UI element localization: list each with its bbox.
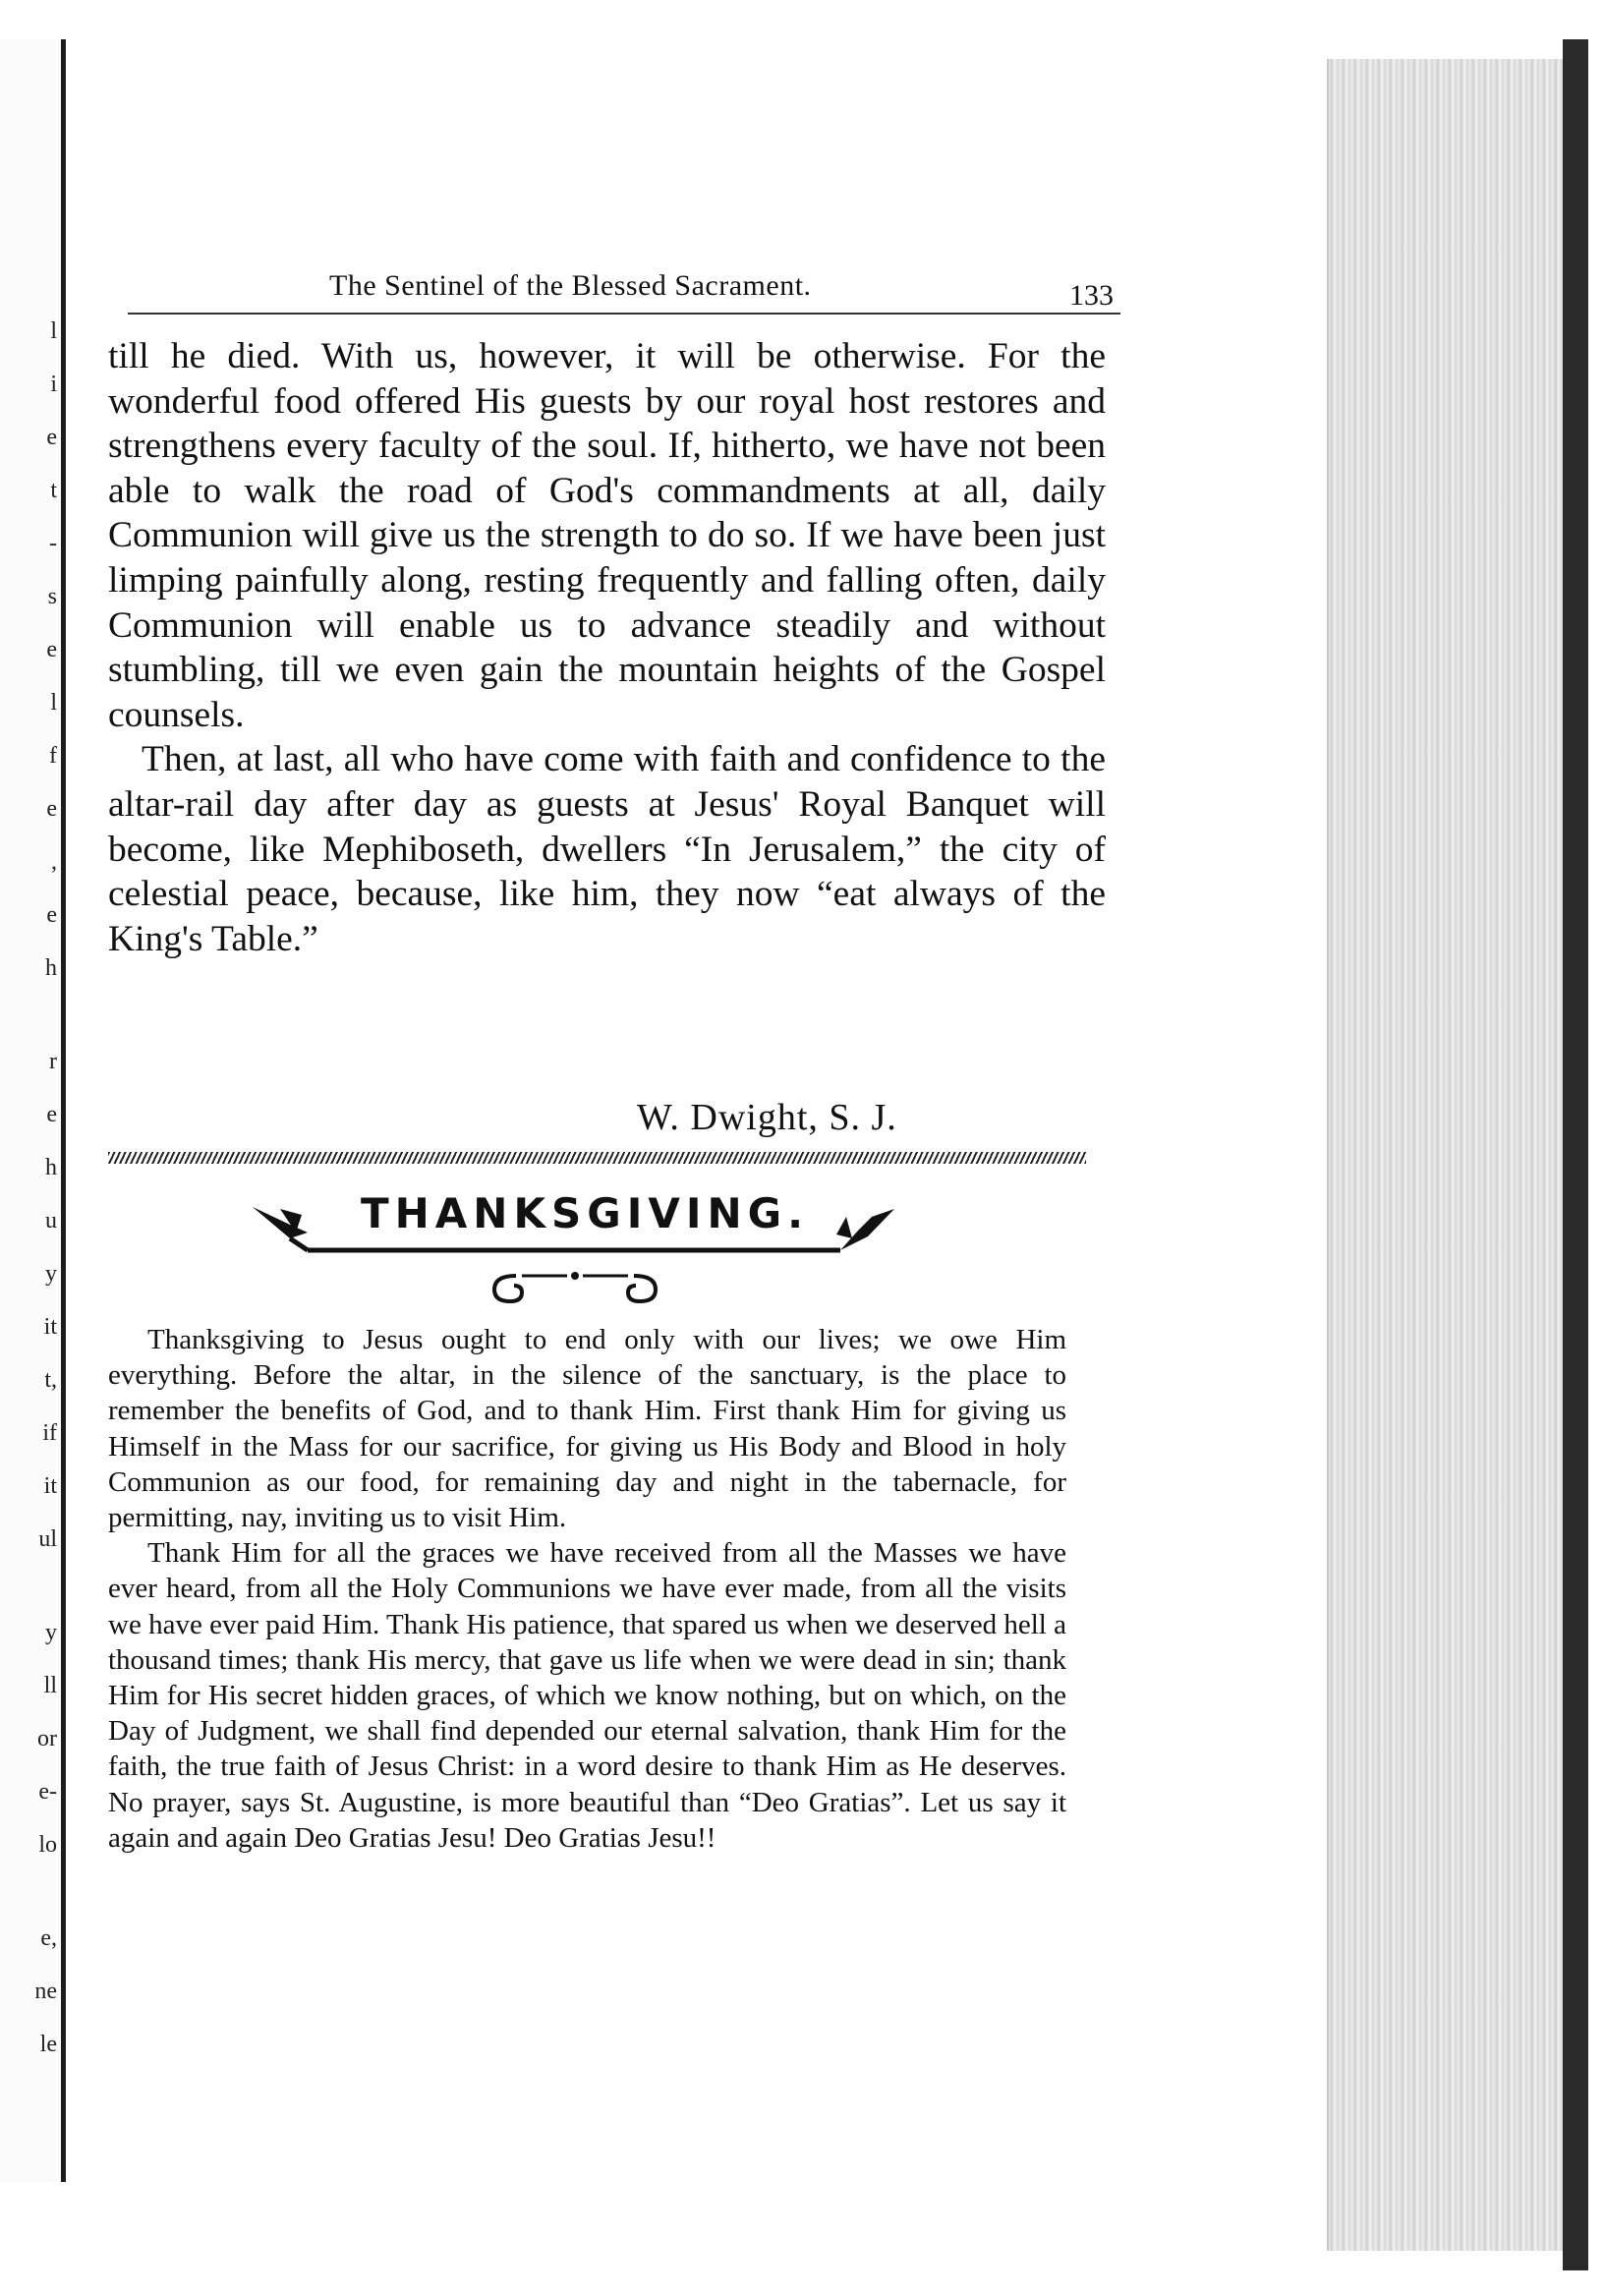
fragment: i	[50, 372, 57, 397]
article-conclusion	[108, 334, 1106, 961]
section-body	[108, 1322, 1066, 1856]
paragraph: Thank Him for all the graces we have received from all the Masses we have ever heard, from all the Holy Communions we have ever made, from all the visits we have ever paid Him. Thank His patience, that spared us when we deserved hell a thousand times; thank His mercy, that gave us life when we were dead in sin; thank Him for His secret hidden graces, of which we know nothing, but on which, on the Day of Judgment, we shall find depended our eternal salvation, thank Him for the faith, the true faith of Jesus Christ: in a word desire to thank Him as He deserves. No prayer, says St. Augustine, is more beautiful than “Deo Gratias”. Let us say it again and again Deo Gratias Jesu! Deo Gratias Jesu!!	[108, 1537, 1066, 1854]
fragment: t	[50, 478, 57, 503]
fragment: y	[45, 1261, 57, 1287]
fragment: ll	[43, 1673, 57, 1698]
header-rule	[128, 313, 1120, 315]
paragraph: till he died. With us, however, it will be otherwise. For the wonderful food offered His guests by our royal host restores and strengthens every faculty of the soul. If, hitherto, we have not been able to walk the road of God's commandments at all, daily Communion will give us the strength to do so. If we have been just limping painfully along, resting frequently and falling often, daily Communion will enable us to advance steadily and without stumbling, till we even gain the mountain heights of the Gospel counsels.	[108, 336, 1106, 735]
fragment: e,	[40, 1925, 57, 1951]
fragment: r	[49, 1049, 57, 1074]
paragraph: Then, at last, all who have come with faith and confidence to the altar-rail day after day as guests at Jesus' Royal Banquet will become, like Mephiboseth, dwellers “In Jerusalem,” the city of celestial peace, because, like him, they now “eat always of the King's Table.”	[108, 739, 1106, 959]
section-title: THANKSGIVING.	[361, 1189, 810, 1237]
fragment: f	[49, 743, 57, 769]
fragment: l	[50, 690, 57, 716]
adjacent-page-text	[4, 305, 57, 2071]
fragment: ul	[38, 1526, 57, 1552]
section-heading	[251, 1189, 919, 1317]
fragment: it	[43, 1473, 57, 1499]
page-number: 133	[1069, 279, 1114, 312]
fragment: h	[45, 1155, 57, 1180]
fragment: u	[45, 1208, 57, 1234]
fragment: or	[37, 1726, 57, 1751]
fragment: ne	[34, 1979, 57, 2004]
book-edge-shadow	[1563, 39, 1588, 2270]
author-signature: W. Dwight, S. J.	[637, 1097, 897, 1138]
fragment: e	[46, 1102, 57, 1127]
fragment: h	[45, 955, 57, 981]
fragment: lo	[38, 1832, 57, 1858]
paragraph: Thanksgiving to Jesus ought to end only with our lives; we owe Him everything. Before the altar, in the silence of the sanctuary, is the place to remember the benefits of God, and to thank Him. First thank Him for giving us Himself in the Mass for our sacrifice, for giving us His Body and Blood in holy Communion as our food, for remaining day and night in the tabernacle, for permitting, nay, inviting us to visit Him.	[108, 1324, 1066, 1534]
fragment: e	[46, 637, 57, 662]
fragment: if	[42, 1420, 57, 1446]
hatched-divider	[108, 1152, 1086, 1164]
fragment: le	[39, 2032, 57, 2057]
fragment: e	[46, 425, 57, 450]
fragment: l	[50, 318, 57, 344]
fragment: it	[43, 1314, 57, 1340]
fragment: t,	[44, 1367, 57, 1393]
running-head	[128, 269, 1120, 318]
fragment: y	[45, 1620, 57, 1645]
fragment: e-	[38, 1779, 57, 1805]
fragment: s	[47, 584, 57, 609]
fragment: ,	[51, 849, 57, 875]
fragment: e	[46, 902, 57, 928]
book-page-edges	[1327, 59, 1584, 2251]
adjacent-page-edge	[0, 39, 66, 2182]
running-title: The Sentinel of the Blessed Sacrament.	[329, 269, 812, 302]
fragment: -	[49, 531, 57, 556]
fragment: e	[46, 796, 57, 822]
